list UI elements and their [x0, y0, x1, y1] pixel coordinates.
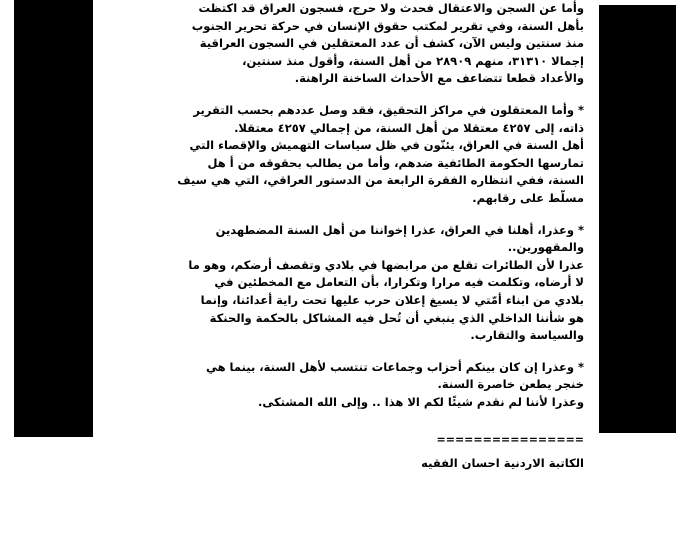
text-line: ذاته، إلى ٤٢٥٧ معتقلا من أهل السنة، من إجمالي ٤٢٥٧ معتقلا.: [234, 120, 584, 135]
text-line: بأهل السنة، وفي تقرير لمكتب حقوق الإنسان في حركة تحرير الجنوب: [191, 18, 584, 33]
paragraph-apology: [118, 222, 584, 345]
text-line: * وعذرا إن كان بينكم أحزاب وجماعات تنتسب لأهل السنة، بينما هي: [205, 359, 584, 374]
text-line: أهل السنة في العراق، يئنّون في ظل سياسات التهميش والإقصاء التي: [189, 138, 584, 153]
text-line: * وأما المعتقلون في مراكز التحقيق، فقد وصل عددهم بحسب التقرير: [193, 102, 584, 117]
text-line: وأما عن السجن والاعتقال فحدث ولا حرج، فسجون العراق قد اكتظت: [198, 1, 584, 15]
text-line: هو شأننا الداخلي الذي ينبغي أن تُحل فيه المشاكل بالحكمة والحنكة: [209, 310, 584, 325]
left-black-bar: [14, 0, 93, 437]
text-line: والمقهورين..: [507, 240, 584, 255]
paragraph-closing: [118, 359, 584, 412]
paragraph-detainees: [118, 102, 584, 208]
text-line: إجمالا ٣١٣١٠، منهم ٢٨٩٠٩ من أهل السنة، وأقول منذ سنتين،: [242, 53, 584, 68]
text-line: خنجر يطعن خاصرة السنة.: [437, 377, 584, 392]
author-signature: الكاتبة الاردنية احسان الفقيه: [421, 456, 584, 471]
text-line: وعذرا لأننا لم نقدم شيئًا لكم الا هذا .. وإلى الله المشتكى.: [257, 394, 584, 409]
text-line: بلادي من ابناء أمّتي لا يسيغ إعلان حرب عليها تحت راية أعدائنا، وإنما: [200, 292, 584, 307]
text-line: منذ سنتين وليس الآن، كشف أن عدد المعتقلين في السجون العراقية: [199, 36, 584, 51]
text-line: عذرا لأن الطائرات تقلع من مرابضها في بلادي وتقصف أرضكم، وهو ما: [188, 257, 584, 272]
article-body: [118, 0, 584, 545]
text-line: والأعداد قطعا تتضاعف مع الأحداث الساخنة الراهنة.: [294, 71, 584, 86]
text-line: السنة، ففي انتظاره الفقرة الرابعة من الدستور العراقي، التي هي سيف: [177, 173, 584, 188]
separator-rule: ================: [436, 433, 584, 447]
text-line: مسلّط على رقابهم.: [472, 190, 584, 205]
text-line: تمارسها الحكومة الطائفية ضدهم، وأما من يطالب بحقوقه من أ هل: [207, 155, 584, 170]
right-black-bar: [599, 5, 676, 433]
paragraph-prisons: [118, 0, 584, 88]
text-line: * وعذرا، أهلنا في العراق، عذرا إخواننا من أهل السنة المضطهدين: [215, 222, 584, 237]
text-line: والسياسة والتقارب.: [470, 328, 584, 343]
text-line: لا أرضاه، وتكلمت فيه مرارا وتكرارا، بأن التعامل مع المخطئين في: [214, 275, 584, 290]
